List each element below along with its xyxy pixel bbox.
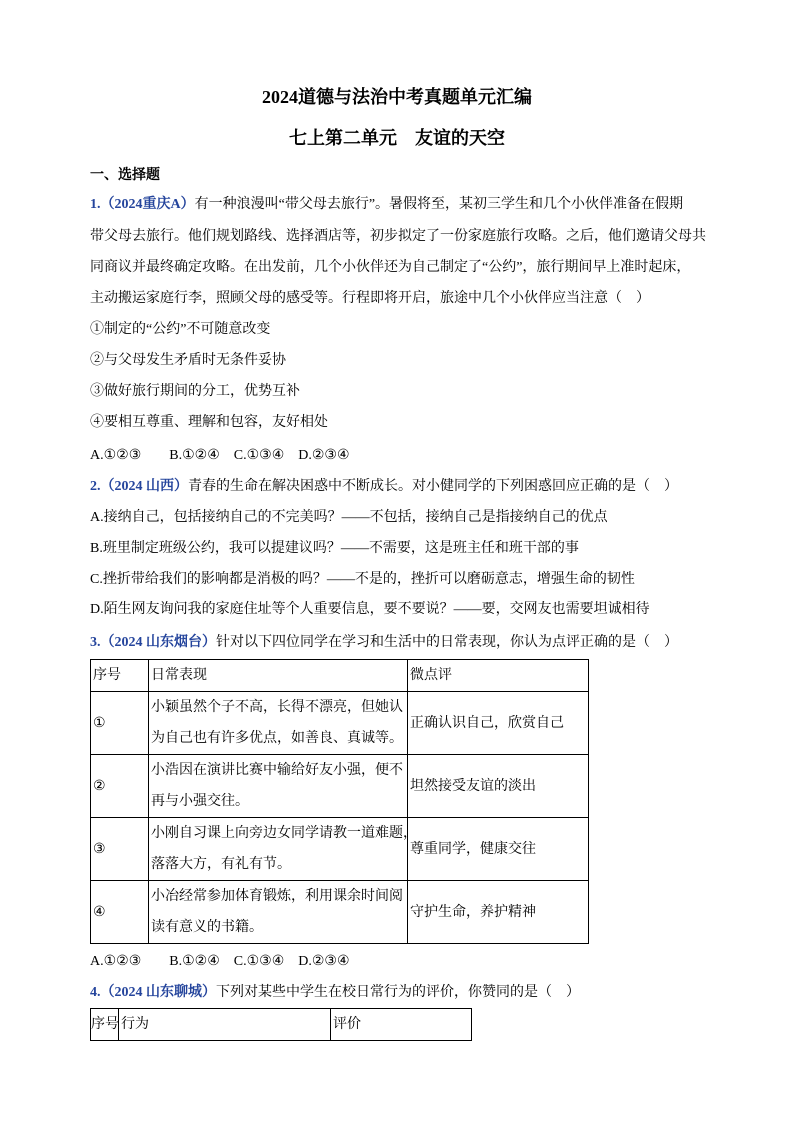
question-1-first-line <box>90 195 683 215</box>
table-row <box>91 818 589 881</box>
table-row <box>91 755 589 818</box>
question-1-stem-line: 带父母去旅行。他们规划路线、选择酒店等，初步拟定了一份家庭旅行攻略。之后，他们邀请父母共 <box>90 229 706 244</box>
header-cell-behavior: 行为 <box>119 1009 331 1041</box>
comment-cell: 正确认识自己，欣赏自己 <box>408 692 589 755</box>
header-cell-number: 序号 <box>91 660 149 692</box>
question-3-stem-line: 针对以下四位同学在学习和生活中的日常表现，你认为点评正确的是（ ） <box>216 635 678 650</box>
question-3-table <box>90 659 589 944</box>
row-number-cell: ③ <box>91 818 149 881</box>
comment-cell: 尊重同学，健康交往 <box>408 818 589 881</box>
question-2-option-b: B.班里制定班级公约，我可以提建议吗？——不需要，这是班主任和班干部的事 <box>90 541 579 556</box>
behavior-line: 小浩因在演讲比赛中输给好友小强，便不 <box>151 763 403 778</box>
question-1-answer-options: A.①②③ B.①②④ C.①③④ D.②③④ <box>90 448 350 463</box>
question-1-stem-line: 有一种浪漫叫“带父母去旅行”。暑假将至，某初三学生和几个小伙伴准备在假期 <box>194 197 684 212</box>
behavior-line: 小冶经常参加体育锻炼，利用课余时间阅 <box>151 889 403 904</box>
header-cell-comment: 微点评 <box>408 660 589 692</box>
question-1-statement: ①制定的“公约”不可随意改变 <box>90 322 271 337</box>
question-4-first-line <box>90 983 580 1003</box>
question-1-label: 1.（2024重庆A） <box>90 197 195 212</box>
unit-subtitle: 七上第二单元 友谊的天空 <box>289 128 505 148</box>
question-1-stem-line: 主动搬运家庭行李，照顾父母的感受等。行程即将开启，旅途中几个小伙伴应当注意（ ） <box>90 291 650 306</box>
behavior-line: 为自己也有许多优点，如善良、真诚等。 <box>151 731 403 746</box>
question-3-label: 3.（2024 山东烟台） <box>90 635 216 650</box>
question-2-first-line <box>90 477 678 497</box>
behavior-line: 小颖虽然个子不高，长得不漂亮，但她认 <box>151 700 403 715</box>
table-header-row <box>91 1009 472 1041</box>
question-2-option-a: A.接纳自己，包括接纳自己的不完美吗？——不包括，接纳自己是指接纳自己的优点 <box>90 510 608 525</box>
section-heading: 一、选择题 <box>90 168 160 183</box>
table-row <box>91 692 589 755</box>
table-header-row <box>91 660 589 692</box>
behavior-line: 再与小强交往。 <box>151 794 249 809</box>
behavior-line: 读有意义的书籍。 <box>151 920 263 935</box>
document-title: 2024道德与法治中考真题单元汇编 <box>262 87 532 107</box>
behavior-line: 小刚自习课上向旁边女同学请教一道难题， <box>151 826 417 841</box>
comment-cell: 守护生命，养护精神 <box>408 881 589 944</box>
question-1-statement: ④要相互尊重、理解和包容，友好相处 <box>90 415 328 430</box>
comment-cell: 坦然接受友谊的淡出 <box>408 755 589 818</box>
header-cell-evaluation: 评价 <box>331 1009 472 1041</box>
question-2-label: 2.（2024 山西） <box>90 479 188 494</box>
row-number-cell: ② <box>91 755 149 818</box>
table-row <box>91 881 589 944</box>
question-1-statement: ③做好旅行期间的分工，优势互补 <box>90 384 300 399</box>
question-2-option-d: D.陌生网友询问我的家庭住址等个人重要信息，要不要说？——要，交网友也需要坦诚相待 <box>90 602 650 617</box>
question-2-stem-line: 青春的生命在解决困惑中不断成长。对小健同学的下列困惑回应正确的是（ ） <box>188 479 678 494</box>
question-1-stem-line: 同商议并最终确定攻略。在出发前，几个小伙伴还为自己制定了“公约”，旅行期间早上准时起床， <box>90 260 691 275</box>
question-4-stem-line: 下列对某些中学生在校日常行为的评价，你赞同的是（ ） <box>216 985 580 1000</box>
row-number-cell: ④ <box>91 881 149 944</box>
question-3-first-line <box>90 633 678 653</box>
header-cell-behavior: 日常表现 <box>149 660 408 692</box>
question-4-table <box>90 1008 472 1041</box>
behavior-cell <box>149 692 408 755</box>
question-1-statement: ②与父母发生矛盾时无条件妥协 <box>90 353 286 368</box>
behavior-cell <box>149 881 408 944</box>
behavior-cell <box>149 818 417 881</box>
question-4-label: 4.（2024 山东聊城） <box>90 985 216 1000</box>
header-cell-number: 序号 <box>91 1009 119 1041</box>
behavior-cell <box>149 755 408 818</box>
row-number-cell: ① <box>91 692 149 755</box>
behavior-line: 落落大方，有礼有节。 <box>151 857 291 872</box>
question-2-option-c: C.挫折带给我们的影响都是消极的吗？——不是的，挫折可以磨砺意志，增强生命的韧性 <box>90 572 635 587</box>
question-3-answer-options: A.①②③ B.①②④ C.①③④ D.②③④ <box>90 954 350 969</box>
